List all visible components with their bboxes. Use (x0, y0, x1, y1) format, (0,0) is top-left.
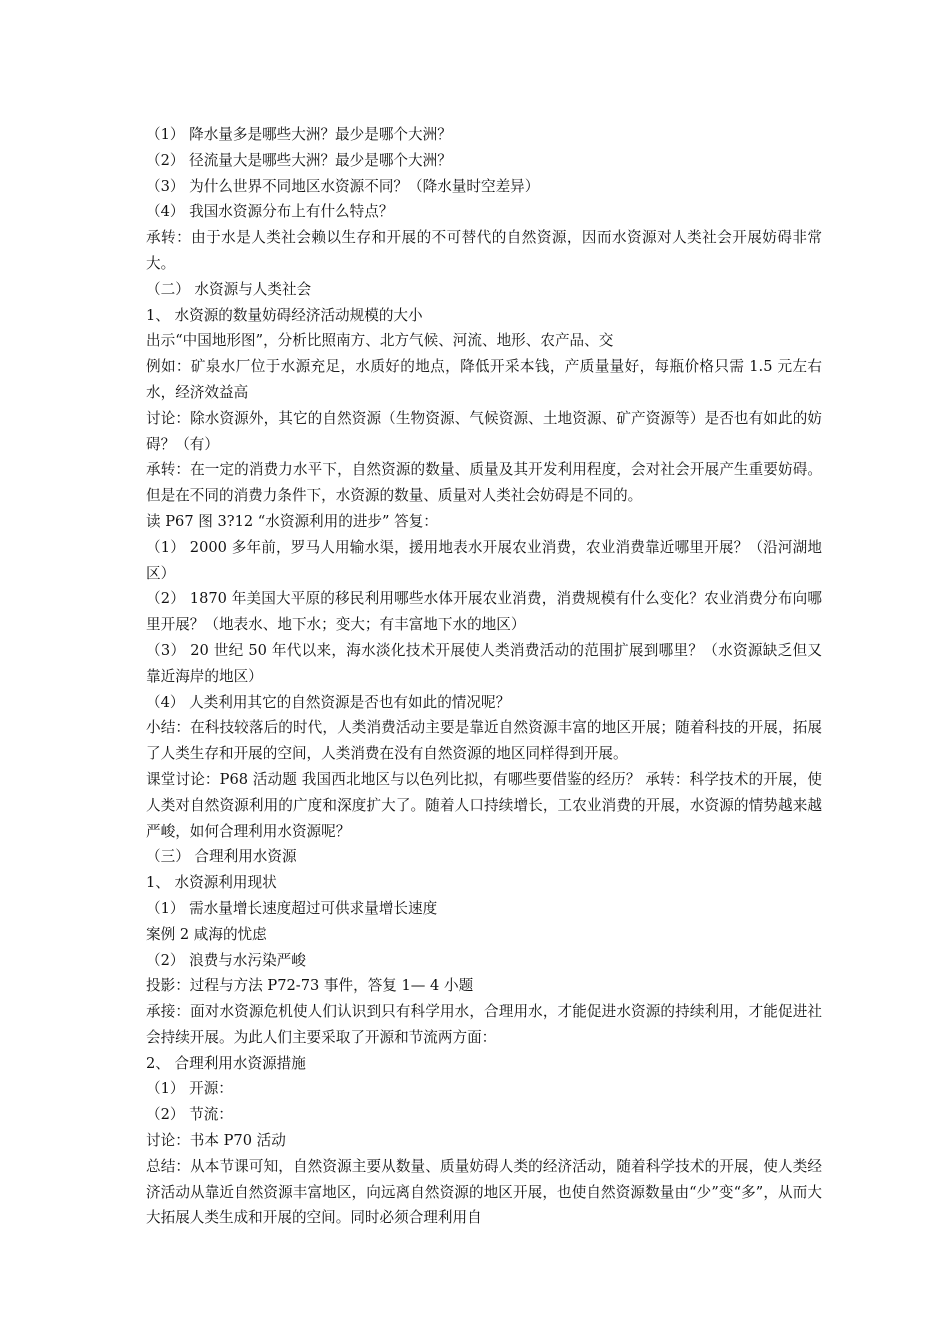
reading-item-2: （2） 1870 年美国大平原的移民利用哪些水体开展农业消费，消费规模有什么变化？农业消费分布向哪里开展？（地表水、地下水；变大；有丰富地下水的地区） (146, 590, 822, 634)
example-paragraph: 例如：矿泉水厂位于水源充足，水质好的地点，降低开采本钱，产质量量好，每瓶价格只需 1.5 元左右水，经济效益高 (146, 358, 822, 401)
section-heading-2: （二） 水资源与人类社会 (146, 280, 312, 298)
section-heading-3: （三） 合理利用水资源 (146, 848, 297, 866)
conclusion-paragraph: 总结：从本节课可知，自然资源主要从数量、质量妨碍人类的经济活动，随着科学技术的开展，使人类经济活动从靠近自然资源丰富地区，向远离自然资源的地区开展，也使自然资源数量由“少”变“多”，从而大大拓展人类生成和开展的空间。同时必须合理利用自 (146, 1157, 822, 1227)
question-water-difference: （3） 为什么世界不同地区水资源不同？（降水量时空差异） (146, 177, 540, 195)
discussion-paragraph: 讨论：除水资源外，其它的自然资源（生物资源、气候资源、土地资源、矿产资源等）是否也有如此的妨碍？（有） (146, 409, 822, 453)
summary-paragraph: 小结：在科技较落后的时代，人类消费活动主要是靠近自然资源丰富的地区开展；随着科技的开展，拓展了人类生存和开展的空间，人类消费在没有自然资源的地区同样得到开展。 (146, 719, 822, 763)
measure-item-2: （2） 节流： (146, 1106, 233, 1124)
transition-paragraph-2: 承转：在一定的消费力水平下，自然资源的数量、质量及其开发利用程度，会对社会开展产生重要妨碍。但是在不同的消费力条件下，水资源的数量、质量对人类社会妨碍是不同的。 (146, 461, 822, 505)
question-china-distribution: （4） 我国水资源分布上有什么特点？ (146, 203, 394, 221)
document-page (146, 122, 822, 1231)
case-study-line: 案例 2 咸海的忧虑 (146, 925, 267, 943)
question-runoff: （2） 径流量大是哪些大洲？最少是哪个大洲？ (146, 151, 452, 169)
class-discussion-paragraph: 课堂讨论：P68 活动题 我国西北地区与以色列比拟，有哪些要借鉴的经历？ 承转：科学技术的开展，使人类对自然资源利用的广度和深度扩大了。随着人口持续增长，工农业消费的开展，水资源的情势越来越严峻，如何合理利用水资源呢？ (146, 770, 822, 840)
reading-item-3: （3） 20 世纪 50 年代以来，海水淡化技术开展使人类消费活动的范围扩展到哪里？（水资源缺乏但又靠近海岸的地区） (146, 641, 822, 685)
subheading-water-measures: 2、 合理利用水资源措施 (146, 1054, 306, 1072)
show-map-paragraph: 出示“中国地形图”，分析比照南方、北方气候、河流、地形、农产品、交 (146, 332, 614, 350)
question-precipitation: （1） 降水量多是哪些大洲？最少是哪个大洲？ (146, 126, 452, 143)
reading-item-1: （1） 2000 多年前，罗马人用输水渠，援用地表水开展农业消费，农业消费靠近哪里开展？（沿河湖地区） (146, 538, 822, 582)
transition-paragraph: 承转：由于水是人类社会赖以生存和开展的不可替代的自然资源，因而水资源对人类社会开展妨碍非常大。 (146, 229, 822, 272)
subheading-water-quantity: 1、 水资源的数量妨碍经济活动规模的大小 (146, 306, 423, 324)
reading-item-4: （4） 人类利用其它的自然资源是否也有如此的情况呢？ (146, 693, 511, 711)
follow-up-paragraph: 承接：面对水资源危机使人们认识到只有科学用水，合理用水，才能促进水资源的持续利用，才能促进社会持续开展。为此人们主要采取了开源和节流两方面： (146, 1003, 822, 1046)
reading-prompt: 读 P67 图 3?12 “水资源利用的进步” 答复： (146, 512, 438, 530)
projection-line: 投影：过程与方法 P72-73 事件，答复 1— 4 小题 (146, 977, 474, 995)
measure-item-1: （1） 开源： (146, 1080, 233, 1098)
status-item-1: （1） 需水量增长速度超过可供求量增长速度 (146, 899, 438, 917)
textbook-activity-line: 讨论：书本 P70 活动 (146, 1132, 286, 1150)
status-item-2: （2） 浪费与水污染严峻 (146, 951, 306, 969)
subheading-water-status: 1、 水资源利用现状 (146, 874, 277, 892)
